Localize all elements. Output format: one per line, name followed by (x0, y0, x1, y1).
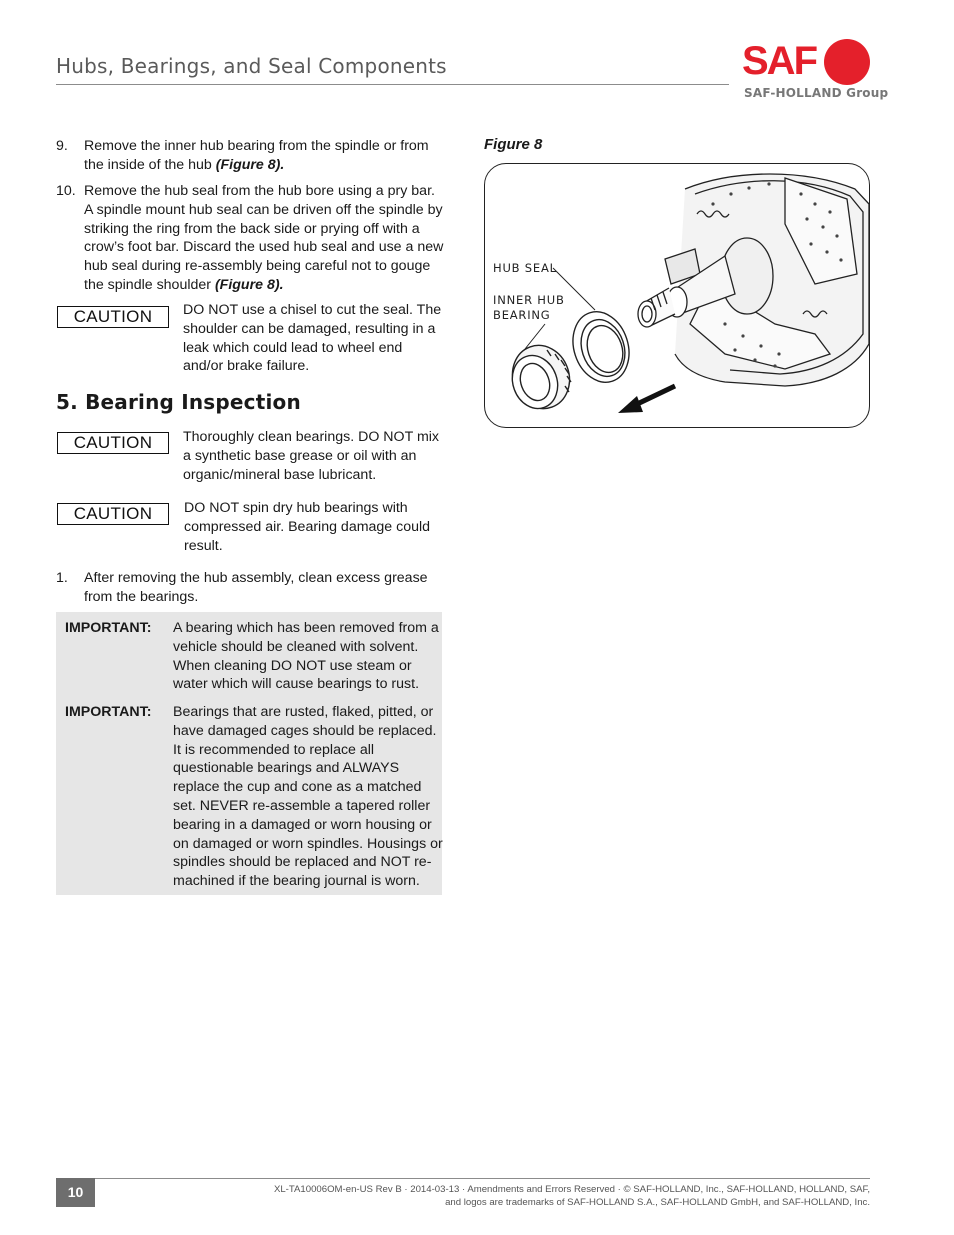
footer-legal (274, 1183, 870, 1209)
caution-label: CAUTION (57, 432, 169, 454)
logo-wordmark: SAF (742, 39, 816, 83)
page-title: Hubs, Bearings, and Seal Components (56, 54, 447, 78)
caution-label: CAUTION (57, 503, 169, 525)
figure-caption: Figure 8 (484, 136, 543, 153)
saf-holland-logo (742, 38, 889, 104)
callout-inner-hub-bearing: INNER HUB (493, 293, 565, 307)
footer-rule (95, 1178, 870, 1179)
direction-arrow-icon (618, 386, 675, 413)
inner-hub-bearing-drawing (504, 337, 579, 416)
footer-line: and logos are trademarks of SAF-HOLLAND S.A., SAF-HOLLAND GmbH, and SAF-HOLLAND, Inc. (445, 1197, 870, 1208)
important-text: Bearings that are rusted, flaked, pitted, or have damaged cages should be replaced. It is recommended to replace all questionable bearings and ALWAYS replace the cup and cone as a matched set. NEVER re-assemble a tapered roller bearing in a damaged or worn housing or on damaged or worn spindles. Housings or spindles should be replaced and NOT re-machined if the bearing journal is worn. (173, 704, 443, 890)
logo-circle-icon (824, 39, 870, 85)
important-label: IMPORTANT: (65, 620, 152, 636)
step-number: 1. (56, 570, 68, 586)
important-text: A bearing which has been removed from a vehicle should be cleaned with solvent. When cleaning DO NOT use steam or water which will cause bearings to rust. (173, 620, 439, 693)
page-number: 10 (56, 1178, 95, 1207)
step-number: 10. (56, 183, 76, 199)
caution-text: Thoroughly clean bearings. DO NOT mix a synthetic base grease or oil with an organic/mineral base lubricant. (183, 429, 440, 483)
callout-hub-seal: HUB SEAL (493, 261, 557, 275)
section-heading: 5. Bearing Inspection (56, 390, 301, 414)
figure-frame (484, 163, 870, 428)
step-text: After removing the hub assembly, clean excess grease from the bearings. (84, 570, 428, 605)
figure-reference: (Figure 8). (215, 156, 285, 173)
step-body: Remove the hub seal from the hub bore using a pry bar. A spindle mount hub seal can be driven off the spindle by striking the ring from the back side or prying off with a crow’s foot bar. Discard the used hub seal and use a new hub seal during re-assembly being careful not to gouge the spindle shoulder (84, 183, 444, 293)
important-label: IMPORTANT: (65, 704, 152, 720)
figure-reference: (Figure 8). (214, 276, 284, 293)
caution-text: DO NOT use a chisel to cut the seal. The shoulder can be damaged, resulting in a leak which could lead to wheel end and/or brake failure. (183, 302, 442, 375)
caution-label: CAUTION (57, 306, 169, 328)
caution-text: DO NOT spin dry hub bearings with compressed air. Bearing damage could result. (184, 500, 431, 554)
step-text (84, 137, 444, 175)
step-body: Remove the inner hub bearing from the spindle or from the inside of the hub (84, 138, 429, 173)
logo-subtitle: SAF-HOLLAND Group (744, 86, 889, 100)
footer-line: XL-TA10006OM-en-US Rev B · 2014-03-13 · Amendments and Errors Reserved · © SAF-HOLLAND, Inc., SAF-HOLLAND, HOLLAND, SAF, (273, 1184, 870, 1195)
step-number: 9. (56, 138, 68, 154)
step-text (84, 182, 444, 295)
header-rule (56, 84, 729, 85)
callout-inner-hub-bearing-line2: BEARING (493, 308, 551, 322)
hub-seal-drawing (564, 304, 638, 389)
